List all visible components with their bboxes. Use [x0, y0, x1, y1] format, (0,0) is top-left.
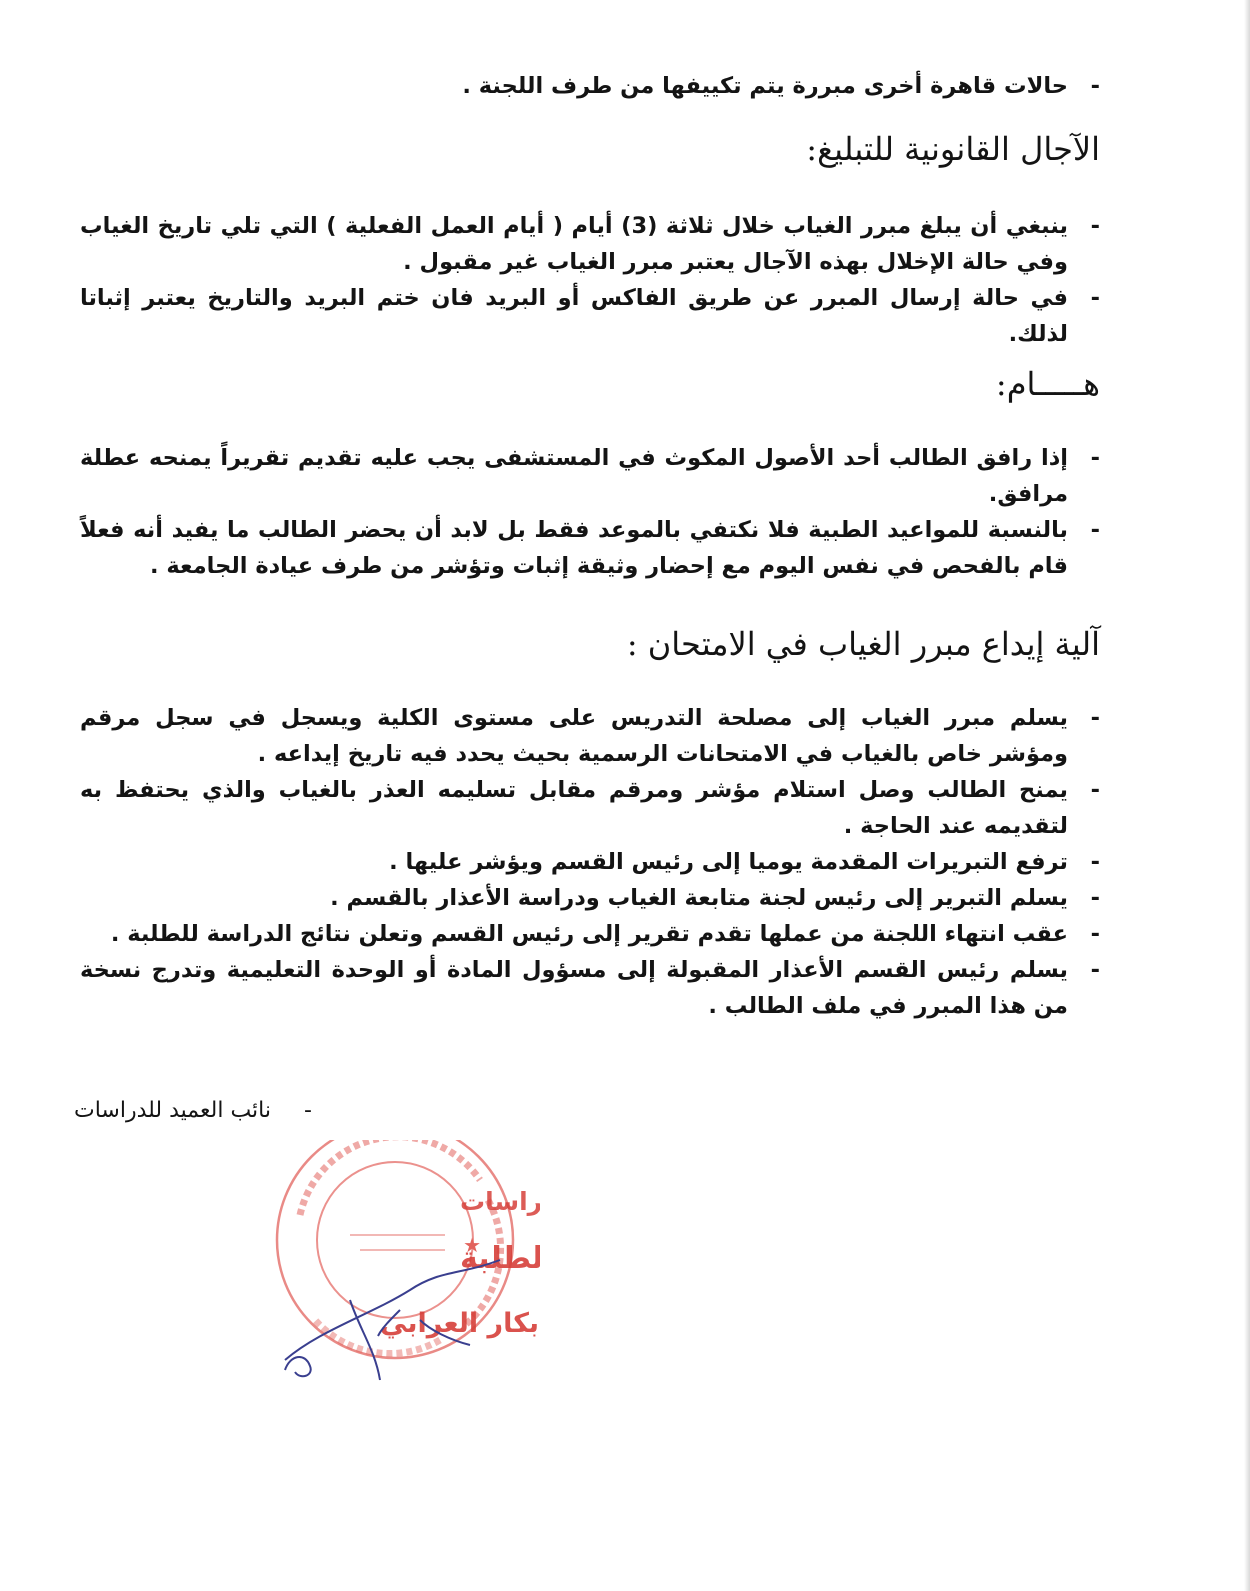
closing-title [74, 1098, 312, 1123]
stamp-graphic [60, 1140, 540, 1400]
svg-text:★: ★ [463, 1233, 481, 1257]
intro-list [80, 68, 1100, 104]
list-item [80, 844, 1100, 880]
bullet-dash: - [1090, 213, 1100, 239]
bullet-dash: - [1090, 73, 1100, 99]
section-list-deadlines [80, 208, 1100, 352]
list-item [80, 952, 1100, 1024]
list-item-text: إذا رافق الطالب أحد الأصول المكوث في المستشفى يجب عليه تقديم تقريراً يمنحه عطلة مرافق. [80, 445, 1068, 507]
bullet-dash: - [1090, 777, 1100, 803]
list-item-text: عقب انتهاء اللجنة من عملها تقدم تقرير إلى رئيس القسم وتعلن نتائج الدراسة للطلبة . [110, 921, 1068, 947]
svg-text:عزيز بكار العرابي: بكار العرابي [380, 1308, 540, 1339]
list-item-text: بالنسبة للمواعيد الطبية فلا نكتفي بالموعد فقط بل لابد أن يحضر الطالب ما يفيد أنه فعلاً قام بالفحص في نفس اليوم مع إحضار وثيقة إثبات وتؤشر من طرف عيادة الجامعة . [80, 517, 1068, 579]
section-heading-deadlines: الآجال القانونية للتبليغ: [806, 130, 1100, 168]
title-stamp [380, 1187, 540, 1339]
list-item-text: يسلم مبرر الغياب إلى مصلحة التدريس على مستوى الكلية ويسجل في سجل مرقم ومؤشر خاص بالغياب في الامتحانات الرسمية بحيث يحدد فيه تاريخ إيداعه . [80, 705, 1068, 767]
section-list-important [80, 440, 1100, 584]
bullet-dash: - [1090, 517, 1100, 543]
list-item-text: في حالة إرسال المبرر عن طريق الفاكس أو البريد فان ختم البريد والتاريخ يعتبر إثباتا لذلك. [80, 285, 1068, 347]
list-item [80, 512, 1100, 584]
svg-text:والمسائل المرتبطة بالطلبة: طلبة [460, 1241, 532, 1276]
list-item [80, 916, 1100, 952]
bullet-dash: - [1090, 957, 1100, 983]
closing-title-text: نائب العميد للدراسات [74, 1098, 271, 1123]
bullet-dash: - [1090, 445, 1100, 471]
section-heading-procedure: آلية إيداع مبرر الغياب في الامتحان : [626, 625, 1100, 663]
bullet-dash: - [1090, 885, 1100, 911]
list-item [80, 280, 1100, 352]
bullet-dash: - [1090, 285, 1100, 311]
list-item-text: يسلم رئيس القسم الأعذار المقبولة إلى مسؤول المادة أو الوحدة التعليمية وتدرج نسخة من هذا المبرر في ملف الطالب . [80, 957, 1068, 1019]
list-item [80, 772, 1100, 844]
bullet-dash: - [1090, 705, 1100, 731]
list-item-text: حالات قاهرة أخرى مبررة يتم تكييفها من طرف اللجنة . [462, 73, 1068, 99]
bullet-dash: - [304, 1098, 312, 1123]
list-item [80, 700, 1100, 772]
list-item [80, 880, 1100, 916]
list-item-text: يسلم التبرير إلى رئيس لجنة متابعة الغياب ودراسة الأعذار بالقسم . [330, 885, 1068, 911]
official-stamp [60, 1140, 540, 1400]
list-item-text: ترفع التبريرات المقدمة يوميا إلى رئيس القسم ويؤشر عليها . [389, 849, 1068, 875]
list-item [80, 68, 1100, 104]
list-item [80, 208, 1100, 280]
section-heading-important: هـــــام: [995, 365, 1100, 403]
section-list-procedure [80, 700, 1100, 1024]
list-item [80, 440, 1100, 512]
bullet-dash: - [1090, 849, 1100, 875]
list-item-text: يمنح الطالب وصل استلام مؤشر ومرقم مقابل تسليمه العذر بالغياب والذي يحتفظ به لتقديمه عند الحاجة . [80, 777, 1068, 839]
bullet-dash: - [1090, 921, 1100, 947]
list-item-text: ينبغي أن يبلغ مبرر الغياب خلال ثلاثة (3) أيام ( أيام العمل الفعلية ) التي تلي تاريخ الغياب وفي حالة الإخلال بهذه الآجال يعتبر مبرر الغياب غير مقبول . [80, 213, 1068, 275]
svg-text:نائب العميد المكلف بالدراسات: راسات [460, 1187, 540, 1216]
